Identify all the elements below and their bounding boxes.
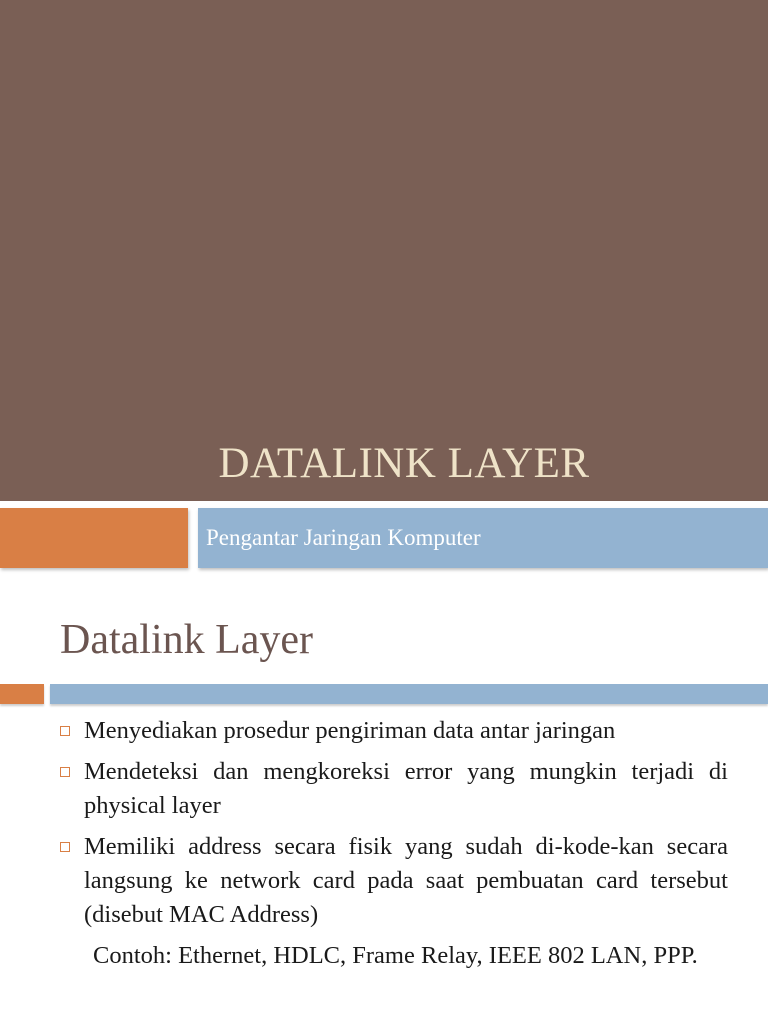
example-text: Contoh: Ethernet, HDLC, Frame Relay, IEEE 802 LAN, PPP.: [93, 942, 698, 969]
content-slide-title: Datalink Layer: [60, 617, 314, 663]
square-bullet-icon: [60, 726, 70, 736]
title-divider-blue: [50, 684, 768, 704]
bullet-text: Mendeteksi dan mengkoreksi error yang mungkin terjadi di physical layer: [84, 758, 728, 819]
list-item: [60, 755, 728, 823]
bullet-list: [60, 714, 728, 980]
slide-subtitle: Pengantar Jaringan Komputer: [206, 525, 481, 550]
bullet-text: Menyediakan prosedur pengiriman data antar jaringan: [84, 717, 616, 744]
square-bullet-icon: [60, 767, 70, 777]
bullet-text: Memiliki address secara fisik yang sudah di-kode-kan secara langsung ke network card pada saat pembuatan card tersebut (disebut MAC Address): [84, 833, 728, 928]
list-item: [60, 714, 728, 748]
title-divider-orange: [0, 684, 44, 704]
list-item: [60, 830, 728, 932]
square-bullet-icon: [60, 842, 70, 852]
title-slide-background: [0, 0, 768, 501]
accent-band-orange: [0, 508, 188, 568]
slide-title: DATALINK LAYER: [218, 440, 590, 487]
